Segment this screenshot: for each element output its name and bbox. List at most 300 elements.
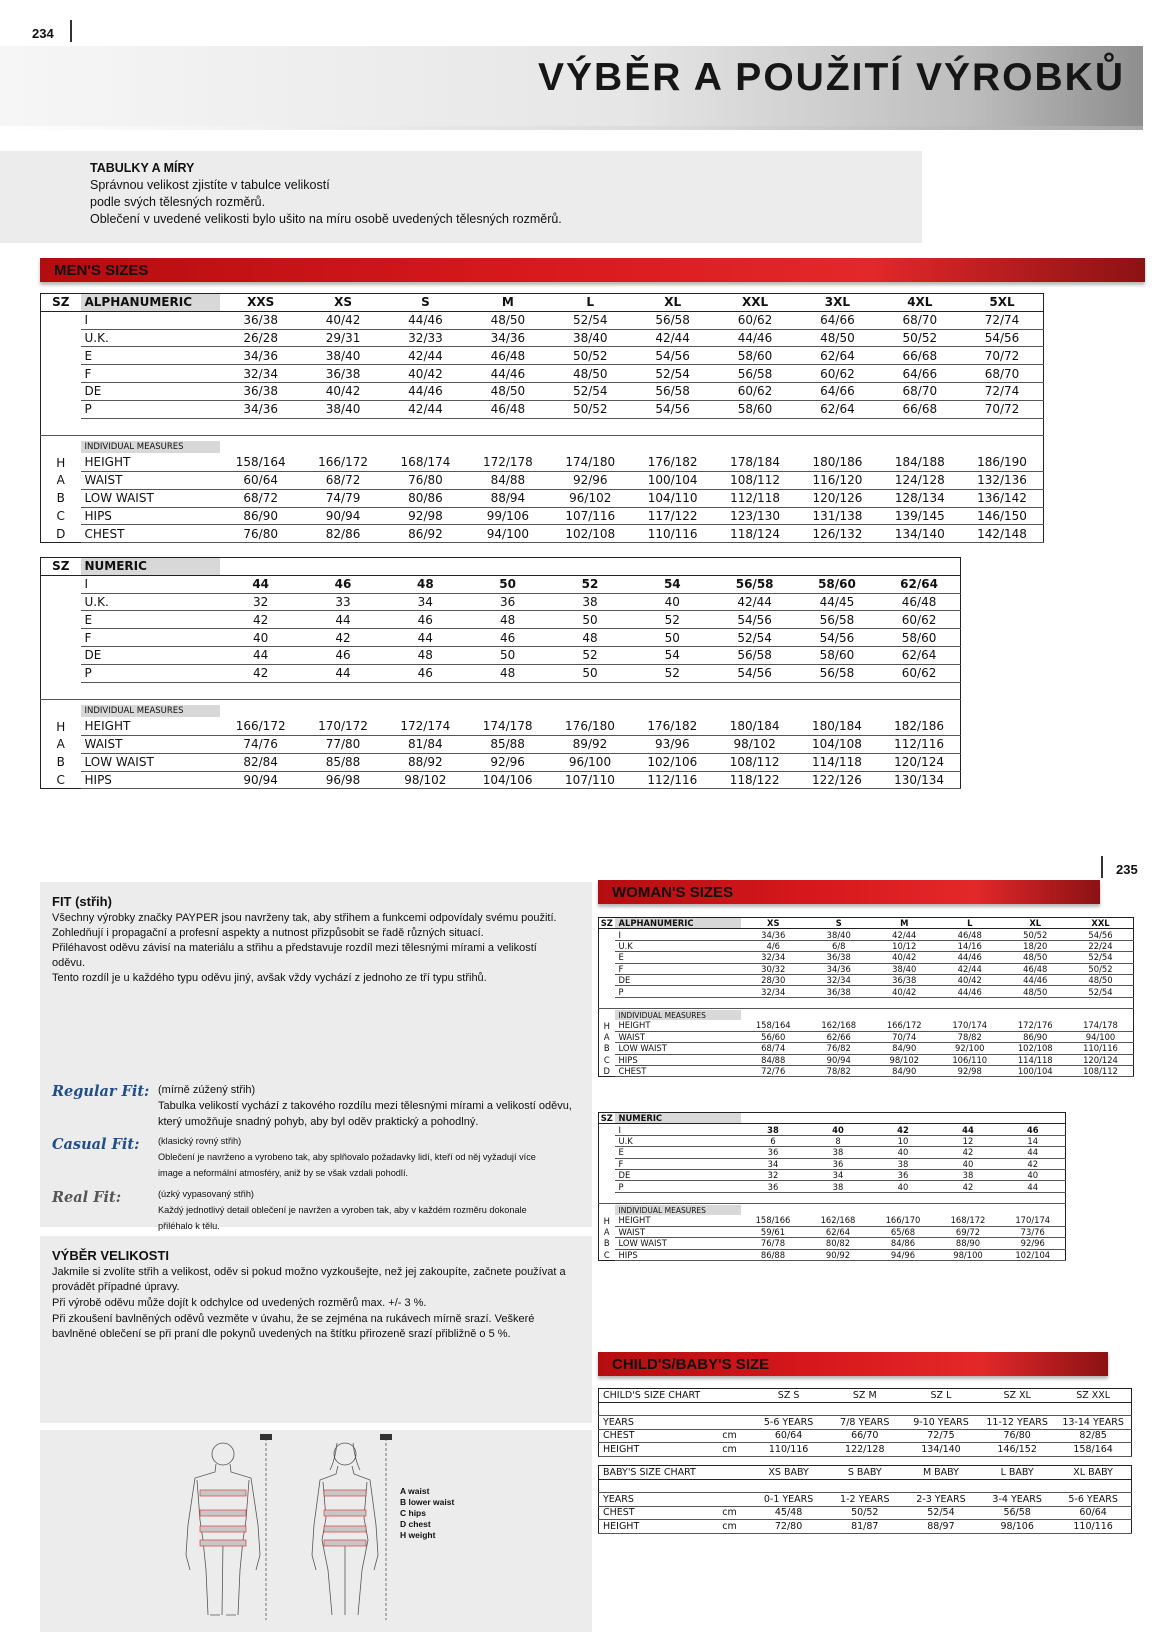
measure-cell: 88/90 xyxy=(936,1238,1001,1249)
table-cell: 32 xyxy=(741,1169,806,1180)
table-cell: 48/50 xyxy=(549,365,631,383)
table-cell: 42 xyxy=(871,1124,936,1135)
size-header xyxy=(466,558,548,576)
chart-title: CHILD'S SIZE CHART xyxy=(599,1389,709,1403)
measure-cell: 186/190 xyxy=(961,454,1043,472)
spacer-cell xyxy=(631,700,713,718)
spacer-cell xyxy=(1055,1479,1131,1493)
measure-label: CHEST xyxy=(615,1066,741,1077)
table-cell: 60/62 xyxy=(714,311,796,329)
spacer-cell xyxy=(549,682,631,700)
table-cell: 56/58 xyxy=(796,664,878,682)
measure-cell: 112/118 xyxy=(714,489,796,507)
row-label: I xyxy=(81,575,220,593)
table-cell: 50 xyxy=(466,646,548,664)
row-label: YEARS xyxy=(599,1493,709,1507)
table-cell: 52/54 xyxy=(1068,952,1134,963)
size-header: 4XL xyxy=(879,294,961,312)
measure-code: H xyxy=(603,1020,610,1031)
row-code xyxy=(599,952,615,963)
childs-sizes-title: CHILD'S/BABY'S SIZE xyxy=(612,1356,770,1373)
measure-cell: 74/79 xyxy=(302,489,384,507)
table-cell: 34/36 xyxy=(220,347,302,365)
measure-cell: 102/106 xyxy=(631,753,713,771)
table-row xyxy=(599,1416,1132,1430)
table-cell: 58/60 xyxy=(714,347,796,365)
measure-cell: 76/82 xyxy=(806,1043,872,1054)
table-cell: 40 xyxy=(220,629,302,647)
table-cell: 50/52 xyxy=(1068,963,1134,974)
table-cell: 60/62 xyxy=(878,664,960,682)
measure-cell: 73/76 xyxy=(1001,1226,1066,1237)
row-label: F xyxy=(615,963,741,974)
table-cell: 44 xyxy=(220,575,302,593)
regular-fit-label: Regular Fit: xyxy=(52,1083,150,1100)
table-cell: 11-12 YEARS xyxy=(979,1416,1055,1430)
measure-cell: 136/142 xyxy=(961,489,1043,507)
table-cell: 46 xyxy=(384,611,466,629)
spacer-cell xyxy=(41,418,81,436)
table-cell: 32 xyxy=(220,593,302,611)
measure-cell: 96/102 xyxy=(549,489,631,507)
casual-fit-sub: (klasický rovný střih) xyxy=(158,1136,242,1146)
table-cell: 52/54 xyxy=(903,1506,979,1520)
measure-cell: 124/128 xyxy=(879,471,961,489)
spacer-cell xyxy=(220,436,302,454)
table-cell: 54 xyxy=(631,575,713,593)
table-cell: 5-6 YEARS xyxy=(1055,1493,1131,1507)
row-code xyxy=(41,329,81,347)
size-header: S BABY xyxy=(827,1466,903,1480)
spacer-cell xyxy=(467,436,549,454)
table-cell: 30/32 xyxy=(741,963,807,974)
table-cell: 36 xyxy=(741,1181,806,1192)
size-choice-heading: VÝBĚR VELIKOSTI xyxy=(52,1248,170,1263)
table-cell: 72/80 xyxy=(751,1520,827,1534)
body-measurement-figure-panel xyxy=(40,1430,592,1632)
measure-cell: 65/68 xyxy=(871,1226,936,1237)
individual-measures-label: INDIVIDUAL MEASURES xyxy=(615,1010,741,1020)
table-cell: 36/38 xyxy=(806,986,872,997)
spacer-cell xyxy=(384,682,466,700)
measure-cell: 162/168 xyxy=(806,1215,871,1226)
row-code xyxy=(599,1147,615,1158)
table-cell: 58/60 xyxy=(796,575,878,593)
table-cell: 81/87 xyxy=(827,1520,903,1534)
table-row xyxy=(599,1147,1066,1158)
size-header: M BABY xyxy=(903,1466,979,1480)
size-header: SZ L xyxy=(903,1389,979,1403)
measure-cell: 104/108 xyxy=(796,735,878,753)
measure-code: A xyxy=(603,1032,610,1043)
row-code xyxy=(599,974,615,985)
table-cell: 68/70 xyxy=(879,382,961,400)
size-header xyxy=(713,558,795,576)
size-header: S xyxy=(806,918,872,929)
table-cell: 56/58 xyxy=(714,365,796,383)
table-cell: 34 xyxy=(741,1158,806,1169)
table-cell: 1-2 YEARS xyxy=(827,1493,903,1507)
table-row xyxy=(599,1506,1132,1520)
spacer-cell xyxy=(220,700,302,718)
measure-cell: 146/150 xyxy=(961,507,1043,525)
row-label: E xyxy=(615,1147,741,1158)
measure-row xyxy=(599,1238,1066,1249)
table-header-row xyxy=(599,1113,1066,1124)
intro-line: podle svých tělesných rozměrů. xyxy=(90,195,266,209)
spacer-cell xyxy=(796,418,878,436)
table-cell: 34 xyxy=(384,593,466,611)
measure-label: HEIGHT xyxy=(615,1215,741,1226)
table-cell: 36 xyxy=(741,1147,806,1158)
table-cell: 40/42 xyxy=(937,974,1003,985)
measure-cell: 176/182 xyxy=(631,454,713,472)
spacer-cell xyxy=(466,700,548,718)
table-row xyxy=(41,329,1044,347)
spacer-cell xyxy=(1068,997,1134,1008)
size-header xyxy=(871,1113,936,1124)
row-code xyxy=(599,929,615,940)
table-row xyxy=(599,952,1134,963)
table-header-row xyxy=(599,918,1134,929)
measure-cell: 90/94 xyxy=(302,507,384,525)
table-cell: 48 xyxy=(384,646,466,664)
spacer-cell xyxy=(302,700,384,718)
womens-numeric-table xyxy=(598,1112,1066,1261)
table-cell: 10 xyxy=(871,1135,936,1146)
row-label: P xyxy=(615,1181,741,1192)
size-header: SZ M xyxy=(827,1389,903,1403)
individual-measures-label: INDIVIDUAL MEASURES xyxy=(615,1205,741,1215)
table-cell: 32/34 xyxy=(220,365,302,383)
table-cell: 56/58 xyxy=(631,382,713,400)
spacer-cell xyxy=(878,700,960,718)
table-cell: 60/64 xyxy=(751,1429,827,1443)
measure-cell: 162/168 xyxy=(806,1020,872,1031)
table-cell: 52 xyxy=(549,575,631,593)
row-label: CHEST xyxy=(599,1429,709,1443)
spacer-cell xyxy=(81,682,220,700)
measure-cell: 174/180 xyxy=(549,454,631,472)
row-label: DE xyxy=(615,1169,741,1180)
table-header-row xyxy=(41,558,961,576)
column-header: ALPHANUMERIC xyxy=(81,294,220,312)
spacer-cell xyxy=(741,997,807,1008)
spacer-cell xyxy=(220,682,302,700)
measure-label: LOW WAIST xyxy=(81,753,220,771)
measure-cell: 76/80 xyxy=(384,471,466,489)
unit-cell xyxy=(709,1416,751,1430)
row-label: U.K xyxy=(615,1135,741,1146)
table-cell: 3-4 YEARS xyxy=(979,1493,1055,1507)
table-cell: 33 xyxy=(302,593,384,611)
measure-cell: 98/102 xyxy=(713,735,795,753)
measure-cell: 74/76 xyxy=(220,735,302,753)
row-code xyxy=(599,1124,615,1135)
casual-fit-label: Casual Fit: xyxy=(52,1136,140,1153)
spacer-cell xyxy=(220,418,302,436)
table-cell: 54/56 xyxy=(713,664,795,682)
table-cell: 58/60 xyxy=(714,400,796,418)
size-choice-text: provádět případné úpravy. xyxy=(52,1281,180,1293)
row-code xyxy=(41,400,81,418)
table-cell: 14/16 xyxy=(937,940,1003,951)
table-cell: 40 xyxy=(631,593,713,611)
table-cell: 50/52 xyxy=(827,1506,903,1520)
title-banner xyxy=(0,46,1143,126)
measure-cell: 110/116 xyxy=(1068,1043,1134,1054)
table-cell: 50/52 xyxy=(1003,929,1069,940)
chart-title: BABY'S SIZE CHART xyxy=(599,1466,709,1480)
real-fit-sub: (úzký vypasovaný střih) xyxy=(158,1189,254,1199)
measure-row xyxy=(41,489,1044,507)
spacer-cell xyxy=(631,418,713,436)
row-label: F xyxy=(615,1158,741,1169)
size-header: XXL xyxy=(714,294,796,312)
measure-cell: 168/172 xyxy=(936,1215,1001,1226)
table-cell: 40/42 xyxy=(302,382,384,400)
table-cell: 56/58 xyxy=(713,646,795,664)
measure-cell: 180/184 xyxy=(796,718,878,736)
size-header xyxy=(878,558,960,576)
table-cell: 42 xyxy=(936,1181,1001,1192)
table-cell: 48 xyxy=(466,611,548,629)
table-cell: 34/36 xyxy=(741,929,807,940)
regular-fit-sub: (mírně zúžený střih) xyxy=(158,1084,256,1096)
measure-label: WAIST xyxy=(81,471,220,489)
table-cell: 7/8 YEARS xyxy=(827,1416,903,1430)
spacer-cell xyxy=(631,682,713,700)
measure-cell: 123/130 xyxy=(714,507,796,525)
measure-cell: 108/112 xyxy=(713,753,795,771)
measure-cell: 81/84 xyxy=(384,735,466,753)
table-cell: 44/46 xyxy=(937,986,1003,997)
table-cell: 68/70 xyxy=(879,311,961,329)
measure-label: HEIGHT xyxy=(615,1020,741,1031)
table-row xyxy=(599,1520,1132,1534)
table-cell: 42 xyxy=(936,1147,1001,1158)
measure-code: B xyxy=(603,1238,610,1249)
spacer-cell xyxy=(466,682,548,700)
table-cell: 98/106 xyxy=(979,1520,1055,1534)
table-cell: 32/33 xyxy=(384,329,466,347)
spacer-cell xyxy=(806,1204,871,1215)
table-row xyxy=(41,593,961,611)
measure-cell: 68/74 xyxy=(741,1043,807,1054)
table-cell: 50/52 xyxy=(549,400,631,418)
measure-cell: 92/98 xyxy=(384,507,466,525)
spacer-cell xyxy=(903,1402,979,1416)
table-row xyxy=(599,929,1134,940)
spacer-cell xyxy=(615,1192,741,1203)
table-cell: 48/50 xyxy=(467,311,549,329)
measure-cell: 114/118 xyxy=(1003,1054,1069,1065)
row-code xyxy=(41,593,81,611)
table-cell: 44 xyxy=(302,664,384,682)
spacer-cell xyxy=(796,700,878,718)
table-cell: 44 xyxy=(1001,1147,1066,1158)
regular-fit-desc: Tabulka velikostí vychází z takového rozdílu mezi tělesnými mírami a velikostí oděvu, xyxy=(158,1100,572,1112)
measure-cell: 76/78 xyxy=(741,1238,806,1249)
table-row xyxy=(599,940,1134,951)
measure-cell: 77/80 xyxy=(302,735,384,753)
measure-cell: 62/66 xyxy=(806,1031,872,1042)
measure-row xyxy=(41,471,1044,489)
row-code xyxy=(41,382,81,400)
table-cell: 48/50 xyxy=(1003,986,1069,997)
measure-cell: 68/72 xyxy=(302,471,384,489)
row-label: I xyxy=(81,311,220,329)
measure-label: LOW WAIST xyxy=(615,1238,741,1249)
measure-cell: 166/170 xyxy=(871,1215,936,1226)
table-cell: 40 xyxy=(806,1124,871,1135)
measure-cell: 142/148 xyxy=(961,525,1043,543)
measure-cell: 90/92 xyxy=(806,1249,871,1260)
measure-label: LOW WAIST xyxy=(81,489,220,507)
measure-cell: 107/110 xyxy=(549,771,631,789)
column-header: NUMERIC xyxy=(81,558,220,576)
table-cell: 10/12 xyxy=(872,940,938,951)
size-header: XXL xyxy=(1068,918,1134,929)
size-header: L xyxy=(937,918,1003,929)
casual-fit-desc: image a neformální atmosféry, aniž by se však vzdali pohodlí. xyxy=(158,1168,409,1178)
measure-cell: 59/61 xyxy=(741,1226,806,1237)
table-cell: 88/97 xyxy=(903,1520,979,1534)
table-cell: 6/8 xyxy=(806,940,872,951)
table-cell: 56/58 xyxy=(796,611,878,629)
size-header xyxy=(220,558,302,576)
measure-cell: 122/126 xyxy=(796,771,878,789)
row-label: DE xyxy=(615,974,741,985)
measure-code: C xyxy=(56,772,65,787)
measure-cell: 92/98 xyxy=(937,1066,1003,1077)
measure-cell: 172/176 xyxy=(1003,1020,1069,1031)
measure-cell: 98/100 xyxy=(936,1249,1001,1260)
subheader-cell xyxy=(615,1204,741,1215)
measure-cell: 94/96 xyxy=(871,1249,936,1260)
measure-cell: 170/172 xyxy=(302,718,384,736)
table-cell: 64/66 xyxy=(879,365,961,383)
table-cell: 36/38 xyxy=(806,952,872,963)
spacer-cell xyxy=(599,1402,709,1416)
measure-cell: 86/90 xyxy=(1003,1031,1069,1042)
row-label: F xyxy=(81,629,220,647)
spacer-cell xyxy=(631,436,713,454)
table-cell: 40 xyxy=(936,1158,1001,1169)
measure-cell: 158/164 xyxy=(220,454,302,472)
spacer-cell xyxy=(806,997,872,1008)
spacer-cell xyxy=(713,682,795,700)
size-header xyxy=(302,558,384,576)
measure-cell: 108/112 xyxy=(1068,1066,1134,1077)
row-code xyxy=(41,611,81,629)
spacer-cell xyxy=(827,1402,903,1416)
measure-cell: 56/60 xyxy=(741,1031,807,1042)
table-cell: 110/116 xyxy=(1055,1520,1131,1534)
measure-cell: 170/174 xyxy=(1001,1215,1066,1226)
table-row xyxy=(41,629,961,647)
unit-cell: cm xyxy=(709,1506,751,1520)
table-cell: 0-1 YEARS xyxy=(751,1493,827,1507)
table-cell: 56/58 xyxy=(713,575,795,593)
row-label: I xyxy=(615,929,741,940)
table-cell: 58/60 xyxy=(878,629,960,647)
table-cell: 54 xyxy=(631,646,713,664)
measure-label: HIPS xyxy=(81,771,220,789)
measure-code: C xyxy=(56,508,65,523)
spacer-row xyxy=(41,682,961,700)
mens-alphanumeric-table xyxy=(40,293,1044,543)
measure-cell: 120/124 xyxy=(1068,1054,1134,1065)
unit-cell: cm xyxy=(709,1520,751,1534)
table-cell: 46 xyxy=(302,575,384,593)
spacer-cell xyxy=(41,436,81,454)
spacer-row xyxy=(599,1192,1066,1203)
spacer-cell xyxy=(599,1192,615,1203)
table-cell: 45/48 xyxy=(751,1506,827,1520)
table-cell: 66/70 xyxy=(827,1429,903,1443)
table-cell: 48 xyxy=(549,629,631,647)
table-cell: 44 xyxy=(1001,1181,1066,1192)
spacer-cell xyxy=(467,418,549,436)
table-cell: 38 xyxy=(936,1169,1001,1180)
measure-cell: 134/140 xyxy=(879,525,961,543)
table-cell: 28/30 xyxy=(741,974,807,985)
measure-cell: 82/86 xyxy=(302,525,384,543)
legend-item: C hips xyxy=(400,1508,426,1518)
column-header: SZ xyxy=(41,558,81,576)
table-cell: 54/56 xyxy=(713,611,795,629)
table-header-row xyxy=(41,294,1044,312)
column-header: SZ xyxy=(599,1113,615,1124)
measure-cell: 90/94 xyxy=(806,1054,872,1065)
measure-cell: 158/166 xyxy=(741,1215,806,1226)
legend-item: D chest xyxy=(400,1519,431,1529)
table-cell: 122/128 xyxy=(827,1443,903,1457)
table-row xyxy=(599,963,1134,974)
measure-cell: 62/64 xyxy=(806,1226,871,1237)
table-cell: 36/38 xyxy=(872,974,938,985)
spacer-cell xyxy=(302,436,384,454)
table-cell: 58/60 xyxy=(796,646,878,664)
regular-fit-desc: který umožňuje snadný pohyb, aby byl oděv praktický a pohodlný. xyxy=(158,1116,479,1128)
measure-cell: 102/104 xyxy=(1001,1249,1066,1260)
table-cell: 38 xyxy=(806,1147,871,1158)
table-cell: 29/31 xyxy=(302,329,384,347)
table-cell: 32/34 xyxy=(741,952,807,963)
measure-label: HIPS xyxy=(615,1249,741,1260)
table-cell: 52 xyxy=(549,646,631,664)
table-cell: 42/44 xyxy=(631,329,713,347)
measure-cell: 84/88 xyxy=(467,471,549,489)
spacer-cell xyxy=(806,1192,871,1203)
table-cell: 54/56 xyxy=(796,629,878,647)
table-cell: 52 xyxy=(631,611,713,629)
measure-cell: 80/82 xyxy=(806,1238,871,1249)
row-code xyxy=(41,311,81,329)
intro-heading: TABULKY A MÍRY xyxy=(90,161,195,175)
table-cell: 38 xyxy=(549,593,631,611)
size-header xyxy=(631,558,713,576)
measure-cell: 106/110 xyxy=(937,1054,1003,1065)
measure-cell: 166/172 xyxy=(302,454,384,472)
table-cell: 36 xyxy=(806,1158,871,1169)
spacer-cell xyxy=(714,418,796,436)
fit-text: Všechny výrobky značky PAYPER jsou navrženy tak, aby střihem a funkcemi odpovídaly svému použití. xyxy=(52,912,557,924)
measure-cell: 120/124 xyxy=(878,753,960,771)
table-cell: 34/36 xyxy=(467,329,549,347)
spacer-cell xyxy=(1003,1009,1069,1020)
